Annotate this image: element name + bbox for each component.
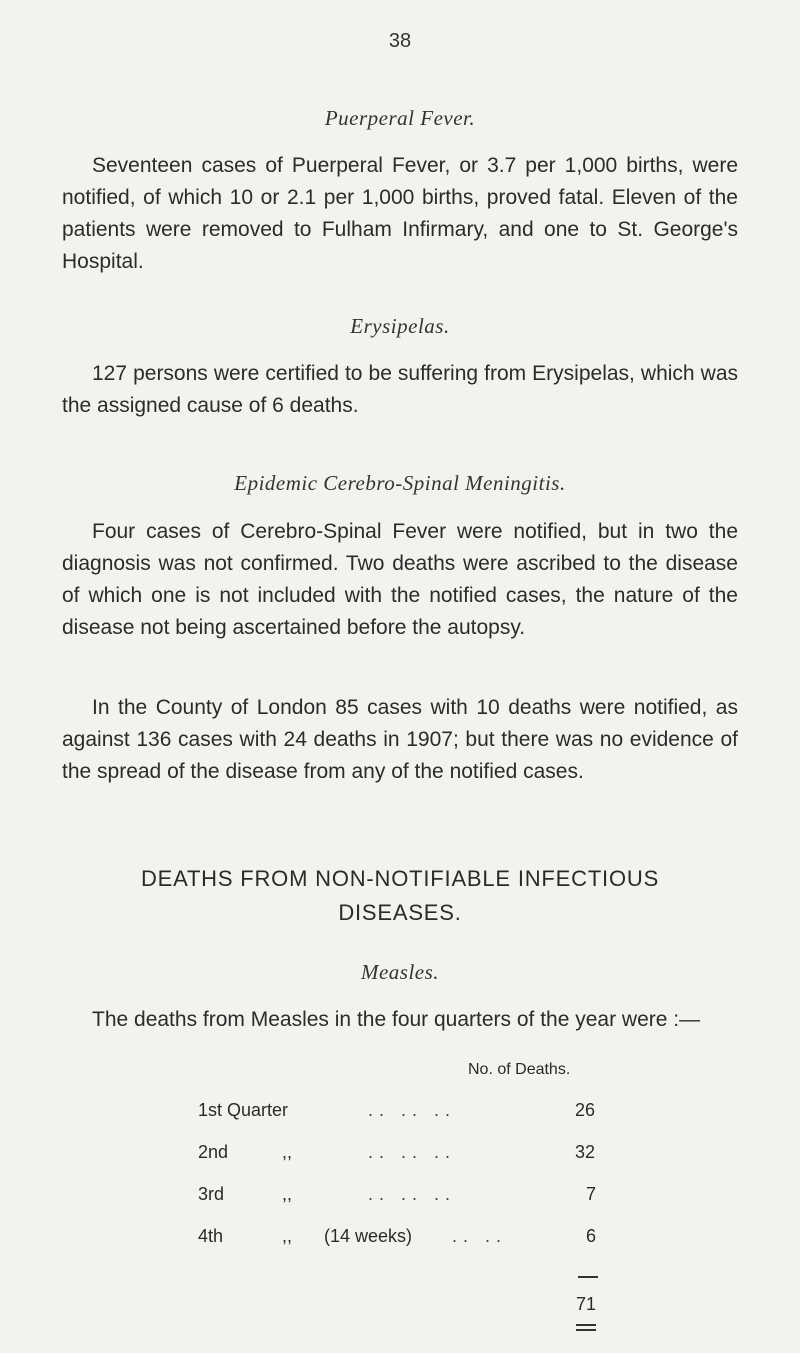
row-quarter: 1st Quarter	[198, 1100, 289, 1120]
section-title-meningitis: Epidemic Cerebro-Spinal Meningitis.	[234, 471, 566, 495]
leader-dots: .. .. ..	[368, 1142, 457, 1162]
paragraph-meningitis-2: In the County of London 85 cases with 10 deaths were notified, as against 136 cases with 24 deaths in 1907; but there was no evidence of the spread of the disease from any of the notified cases.	[62, 696, 738, 783]
total-deaths: 71	[576, 1294, 597, 1314]
double-rule-top	[576, 1324, 596, 1326]
row-deaths: 6	[586, 1226, 597, 1246]
row-deaths: 7	[586, 1184, 597, 1204]
paragraph-erysipelas: 127 persons were certified to be suffering from Erysipelas, which was the assigned cause of 6 deaths.	[62, 362, 738, 417]
paragraph-meningitis-1: Four cases of Cerebro-Spinal Fever were notified, but in two the diagnosis was not confirmed. Two deaths were ascribed to the disease of which one is not included with the notified cases, the nature of the disease not being ascertained before the autopsy.	[62, 520, 738, 639]
heading-non-notifiable: DEATHS FROM NON-NOTIFIABLE INFECTIOUS DISEASES.	[140, 866, 660, 925]
leader-dots: .. .. ..	[368, 1184, 457, 1204]
row-quarter: 2nd	[198, 1142, 229, 1162]
row-deaths: 32	[575, 1142, 596, 1162]
sum-rule	[578, 1276, 598, 1278]
section-title-measles: Measles.	[360, 960, 440, 984]
double-rule-bottom	[576, 1329, 596, 1331]
row-note: (14 weeks)	[324, 1226, 413, 1246]
row-ditto: ,,	[282, 1142, 293, 1162]
row-ditto: ,,	[282, 1226, 293, 1246]
page-number: 38	[388, 30, 412, 52]
leader-dots: .. ..	[452, 1226, 508, 1246]
paragraph-measles-intro: The deaths from Measles in the four quarters of the year were :—	[92, 1008, 701, 1031]
row-ditto: ,,	[282, 1184, 293, 1204]
row-quarter: 3rd	[198, 1184, 225, 1204]
section-title-puerperal-fever: Puerperal Fever.	[324, 106, 476, 130]
paragraph-puerperal-fever: Seventeen cases of Puerperal Fever, or 3.7 per 1,000 births, were notified, of which 10 or 2.1 per 1,000 births, proved fatal. Eleven of the patients were removed to Fulham Infirmary, and one to St. George's Hospital.	[62, 154, 738, 273]
section-title-erysipelas: Erysipelas.	[350, 314, 450, 338]
row-deaths: 26	[575, 1100, 596, 1120]
leader-dots: .. .. ..	[368, 1100, 457, 1120]
column-header-deaths: No. of Deaths.	[468, 1061, 571, 1078]
row-quarter: 4th	[198, 1226, 224, 1246]
